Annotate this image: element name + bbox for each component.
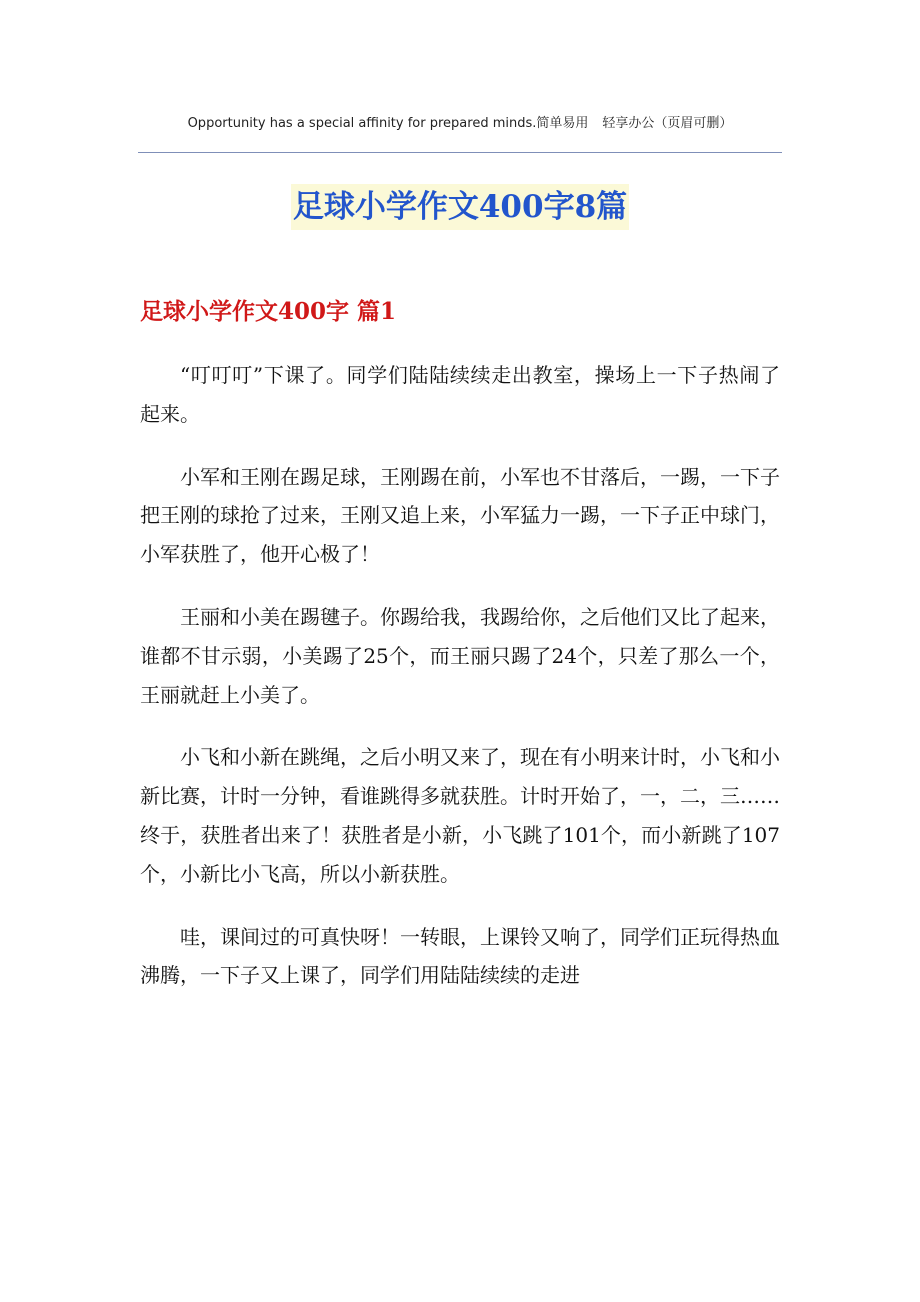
paragraph-4: 小飞和小新在跳绳，之后小明又来了，现在有小明来计时，小飞和小新比赛，计时一分钟，看谁跳得多就获胜。计时开始了，一，二，三……终于，获胜者出来了！获胜者是小新，小飞跳了101个，而小新跳了107个，小新比小飞高，所以小新获胜。	[140, 745, 780, 886]
section-title: 足球小学作文400字 篇1	[140, 298, 397, 325]
paragraph-1: “叮叮叮”下课了。同学们陆陆续续走出教室，操场上一下子热闹了起来。	[140, 363, 780, 426]
document-title: 足球小学作文400字8篇	[291, 184, 629, 230]
article-body	[140, 356, 780, 1019]
document-title-container	[0, 184, 920, 230]
page-header	[138, 112, 782, 131]
header-divider	[138, 152, 782, 153]
header-note: 轻享办公（页眉可删）	[602, 116, 733, 131]
paragraph-3: 王丽和小美在踢毽子。你踢给我，我踢给你，之后他们又比了起来，谁都不甘示弱，小美踢了25个，而王丽只踢了24个，只差了那么一个，王丽就赶上小美了。	[140, 604, 780, 707]
header-motto: Opportunity has a special affinity for prepared minds.简单易用	[187, 116, 589, 131]
paragraph-2: 小军和王刚在踢足球，王刚踢在前，小军也不甘落后，一踢，一下子把王刚的球抢了过来，王刚又追上来，小军猛力一踢，一下子正中球门，小军获胜了，他开心极了！	[140, 464, 780, 567]
paragraph-5: 哇，课间过的可真快呀！一转眼，上课铃又响了，同学们正玩得热血沸腾，一下子又上课了，同学们用陆陆续续的走进	[140, 924, 780, 988]
